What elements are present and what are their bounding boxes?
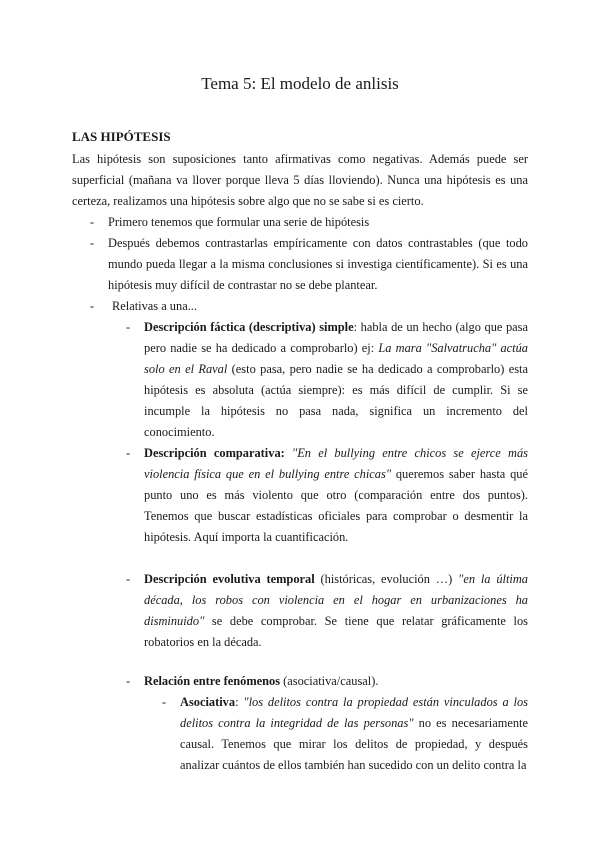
item-factica [144, 317, 528, 443]
subbullet-dash: - [126, 572, 131, 586]
item-text: (asociativa/causal). [280, 674, 379, 688]
page-title: Tema 5: El modelo de anlisis [201, 74, 399, 93]
intro-paragraph: Las hipótesis son suposiciones tanto afirmativas como negativas. Además puede ser superficial (mañana va llover porque lleva 5 días lloviendo). Nunca una hipótesis es una certeza, realizamos una hipótesis sobre algo que no se sabe si es cierto. [72, 152, 528, 208]
item-text: (esto pasa, pero nadie se ha dedicado a comprobarlo) esta hipótesis es absoluta (actúa siempre): es más difícil de cumplir. Si se incumple la hipótesis no pasa nada, significa un incremento del conocimiento. [144, 362, 528, 439]
item-label: Descripción comparativa: [144, 446, 285, 460]
item-text: queremos saber hasta qué punto uno es más violento que otro (comparación entre dos puntos). Tenemos que buscar estadísticas oficiales para comprobar o desmentir la hipótesis. Aquí importa la cuantificación. [144, 467, 528, 544]
item-text: : habla de un hecho (algo que pasa pero nadie se ha dedicado a comprobarlo) ej: [144, 320, 529, 355]
item-label: Relación entre fenómenos [144, 674, 281, 688]
bullet-item: Primero tenemos que formular una serie de hipótesis [108, 215, 370, 229]
item-comparativa [144, 443, 528, 548]
item-quote: "En el bullying entre chicos se ejerce más violencia física que en el bullying entre chicas" [144, 446, 528, 481]
item-text: : [235, 695, 244, 709]
item-label: Descripción evolutiva temporal [144, 572, 315, 586]
item-label: Descripción fáctica (descriptiva) simple [144, 320, 354, 334]
subbullet-dash: - [126, 446, 131, 460]
bullet-item: Después debemos contrastarlas empíricamente con datos contrastables (que todo mundo pueda llegar a la misma conclusiones si investiga científicamente). Si es una hipótesis muy difícil de contrastar no se debe plantear. [108, 236, 528, 292]
bullet-item: Relativas a una... [112, 299, 197, 313]
item-asociativa [180, 692, 528, 776]
item-label: Asociativa [180, 695, 236, 709]
subbullet-dash: - [126, 674, 131, 688]
item-text: (históricas, evolución …) [314, 572, 459, 586]
item-text: no es necesariamente causal. Tenemos que mirar los delitos de propiedad, y después analizar cuántos de ellos también han sucedido con un delito contra la [180, 716, 528, 772]
item-quote: "los delitos contra la propiedad están vinculados a los delitos contra la integridad de las personas" [180, 695, 528, 730]
item-quote: La mara "Salvatrucha" actúa solo en el Raval [144, 341, 529, 376]
item-quote: "en la última década, los robos con violencia en el hogar en urbanizaciones ha disminuido" [144, 572, 529, 628]
bullet-dash: - [90, 236, 95, 250]
section-heading: LAS HIPÓTESIS [72, 129, 171, 144]
bullet-dash: - [90, 299, 95, 313]
item-relacion [144, 671, 528, 692]
item-text: se debe comprobar. Se tiene que relatar gráficamente los robatorios en la década. [144, 614, 528, 649]
subbullet-dash: - [126, 320, 131, 334]
bullet-dash: - [90, 215, 95, 229]
subsubbullet-dash: - [162, 695, 167, 709]
item-evolutiva [144, 569, 528, 653]
